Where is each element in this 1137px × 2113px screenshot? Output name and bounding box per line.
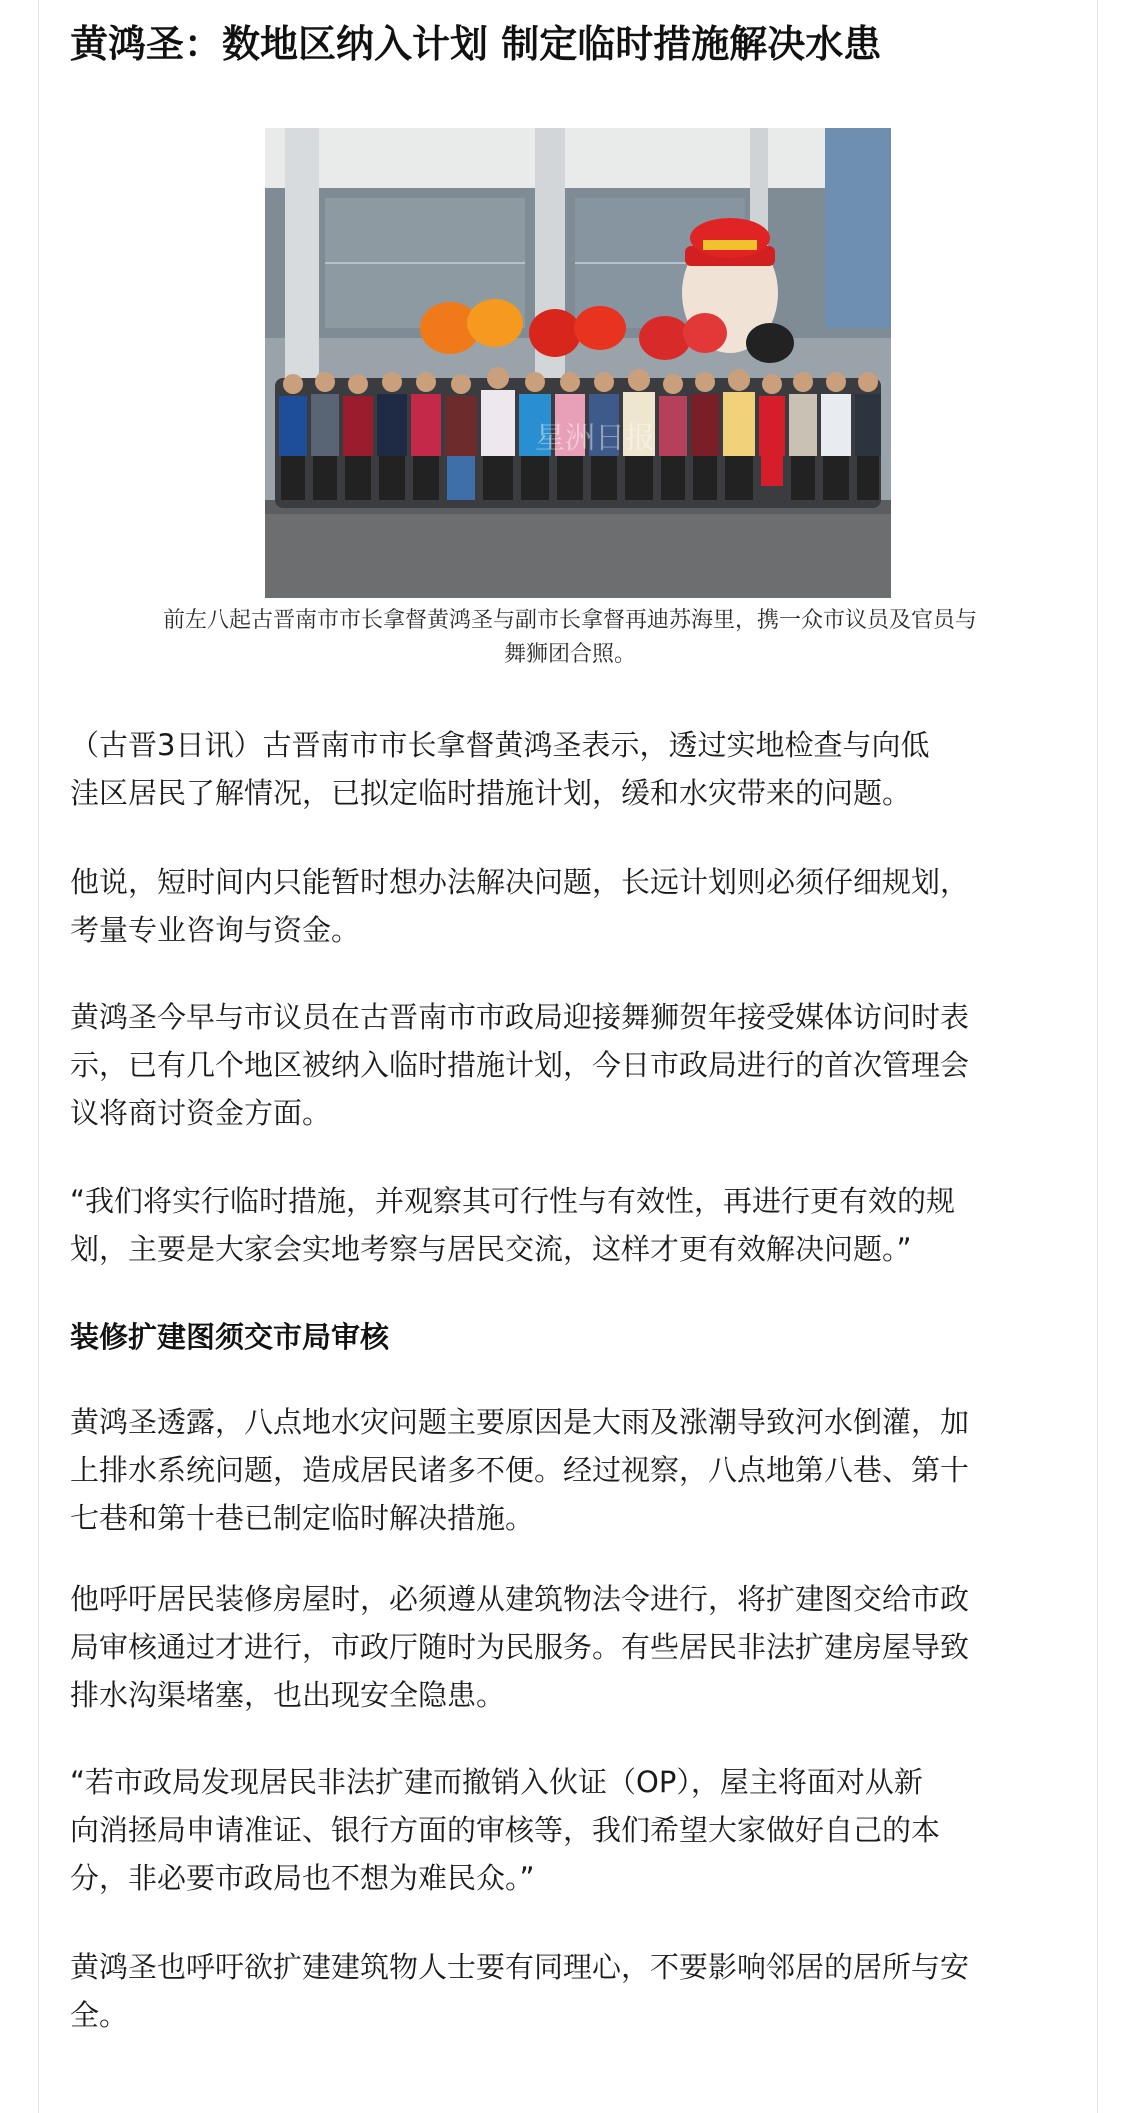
paragraph-line: 向消拯局申请准证、银行方面的审核等，我们希望大家做好自己的本 <box>70 1813 941 1847</box>
paragraph-line: 他呼吁居民装修房屋时，必须遵从建筑物法令进行，将扩建图交给市政 <box>70 1582 970 1616</box>
paragraph-line: 考量专业咨询与资金。 <box>70 913 361 947</box>
article-paragraph <box>70 1758 1080 1902</box>
paragraph-line: 七巷和第十巷已制定临时解决措施。 <box>70 1501 535 1535</box>
paragraph-line: （古晋3日讯）古晋南市市长拿督黄鸿圣表示，透过实地检查与向低 <box>70 728 930 762</box>
photo-watermark: 星洲日报 <box>535 421 655 456</box>
paragraph-line: 黄鸿圣也呼吁欲扩建建筑物人士要有同理心，不要影响邻居的居所与安 <box>70 1950 970 1984</box>
paragraph-line: 排水沟渠堵塞，也出现安全隐患。 <box>70 1678 506 1712</box>
article-paragraph <box>70 993 1080 1137</box>
article-paragraph <box>70 1943 1080 2039</box>
article-paragraph <box>70 1398 1080 1542</box>
article-paragraph <box>70 1575 1080 1719</box>
group-photo-image <box>265 128 891 598</box>
article-paragraph <box>70 1177 1080 1273</box>
article-paragraph <box>70 721 1080 817</box>
paragraph-line: 局审核通过才进行，市政厅随时为民服务。有些居民非法扩建房屋导致 <box>70 1630 970 1664</box>
paragraph-line: 黄鸿圣透露，八点地水灾问题主要原因是大雨及涨潮导致河水倒灌，加 <box>70 1405 970 1439</box>
article-paragraph <box>70 858 1080 954</box>
photo-caption <box>80 604 1060 672</box>
paragraph-line: 示，已有几个地区被纳入临时措施计划，今日市政局进行的首次管理会 <box>70 1048 970 1082</box>
paragraph-line: “若市政局发现居民非法扩建而撤销入伙证（OP），屋主将面对从新 <box>70 1765 923 1799</box>
photo-caption-line: 舞狮团合照。 <box>503 642 636 667</box>
article-photo <box>265 128 891 598</box>
paragraph-line: 分，非必要市政局也不想为难民众。” <box>70 1861 535 1895</box>
article-headline: 黄鸿圣：数地区纳入计划 制定临时措施解决水患 <box>70 22 882 66</box>
paragraph-line: 洼区居民了解情况，已拟定临时措施计划，缓和水灾带来的问题。 <box>70 776 912 810</box>
paragraph-line: 上排水系统问题，造成居民诸多不便。经过视察，八点地第八巷、第十 <box>70 1453 970 1487</box>
article-subheading: 装修扩建图须交市局审核 <box>70 1320 390 1354</box>
paragraph-line: 划，主要是大家会实地考察与居民交流，这样才更有效解决问题。” <box>70 1232 912 1266</box>
paragraph-line: 议将商讨资金方面。 <box>70 1096 332 1130</box>
paragraph-line: 全。 <box>70 1998 129 2032</box>
paragraph-line: “我们将实行临时措施，并观察其可行性与有效性，再进行更有效的规 <box>70 1184 956 1218</box>
paragraph-line: 黄鸿圣今早与市议员在古晋南市市政局迎接舞狮贺年接受媒体访问时表 <box>70 1000 970 1034</box>
photo-caption-line: 前左八起古晋南市市长拿督黄鸿圣与副市长拿督再迪苏海里，携一众市议员及官员与 <box>162 608 977 633</box>
paragraph-line: 他说，短时间内只能暂时想办法解决问题，长远计划则必须仔细规划， <box>70 865 970 899</box>
